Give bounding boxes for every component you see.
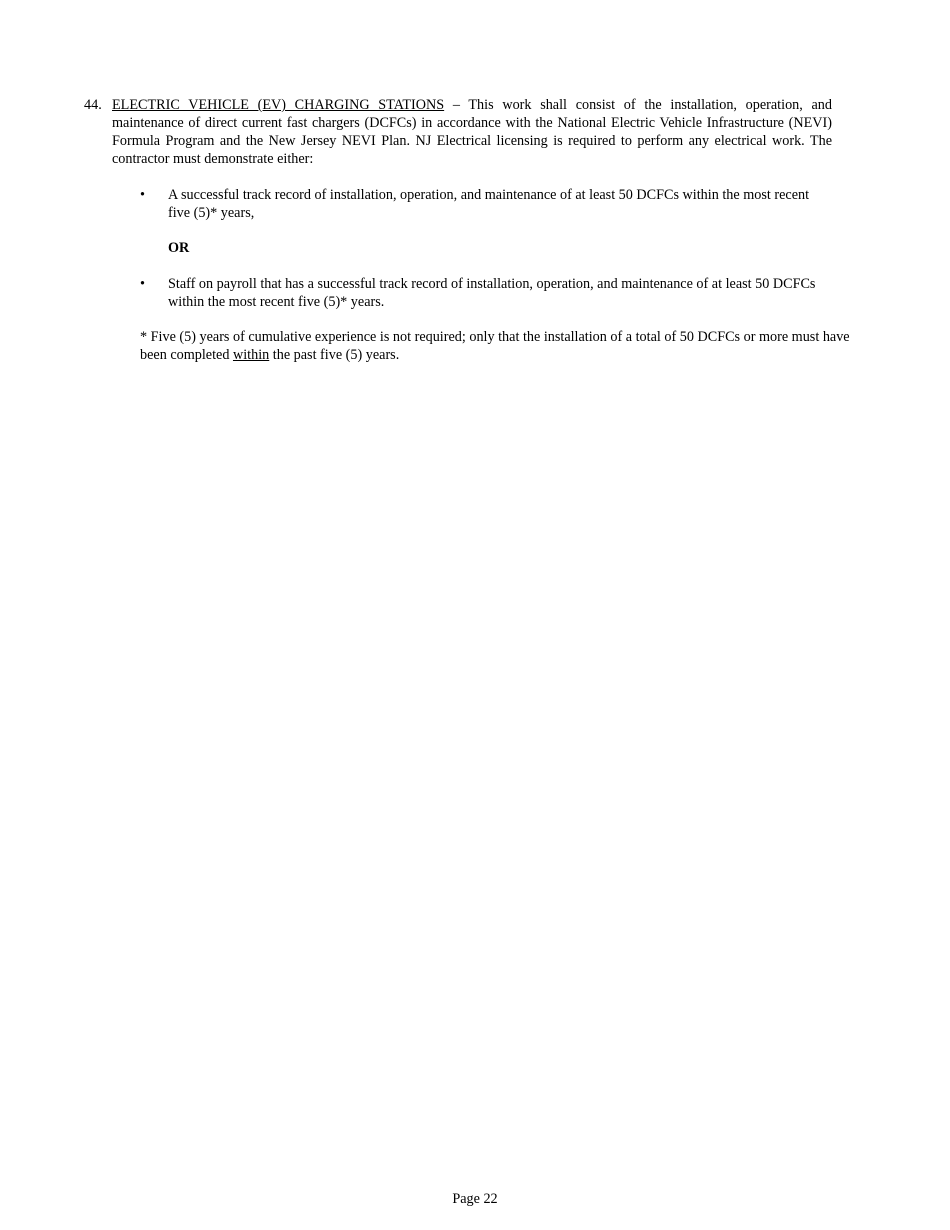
page-number: Page 22 bbox=[452, 1191, 498, 1207]
list-item bbox=[140, 186, 832, 222]
or-label: OR bbox=[168, 240, 190, 256]
item-44 bbox=[84, 96, 832, 311]
footnote-text-after: the past five (5) years. bbox=[269, 347, 400, 363]
bullet-icon: • bbox=[140, 187, 145, 203]
item-heading: ELECTRIC VEHICLE (EV) CHARGING STATIONS bbox=[112, 97, 445, 113]
item-number: 44. bbox=[84, 97, 102, 113]
footnote-underlined: within bbox=[232, 347, 270, 363]
footnote bbox=[140, 328, 860, 364]
requirement-list bbox=[140, 186, 832, 222]
bullet-text: A successful track record of installation, operation, and maintenance of at least 50 DCFCs within the most recent five (5)* years, bbox=[168, 187, 810, 221]
item-paragraph bbox=[112, 96, 832, 168]
bullet-icon: • bbox=[140, 276, 145, 292]
list-item bbox=[140, 275, 832, 311]
item-intro: – This work shall consist of the installation, operation, and maintenance of direct current fast chargers (DCFCs) in accordance with the National Electric Vehicle Infrastructure (NEVI) Formula Program and the New Jersey NEVI Plan. NJ Electrical licensing is required to perform any electrical work. The contractor must demonstrate either: bbox=[112, 97, 832, 167]
bullet-text: Staff on payroll that has a successful track record of installation, operation, and maintenance of at least 50 DCFCs within the most recent five (5)* years. bbox=[168, 276, 816, 310]
requirement-list-2 bbox=[140, 275, 832, 311]
footnote-text-before: * Five (5) years of cumulative experience is not required; only that the installation of a total of 50 DCFCs or more must have been completed bbox=[140, 329, 850, 363]
